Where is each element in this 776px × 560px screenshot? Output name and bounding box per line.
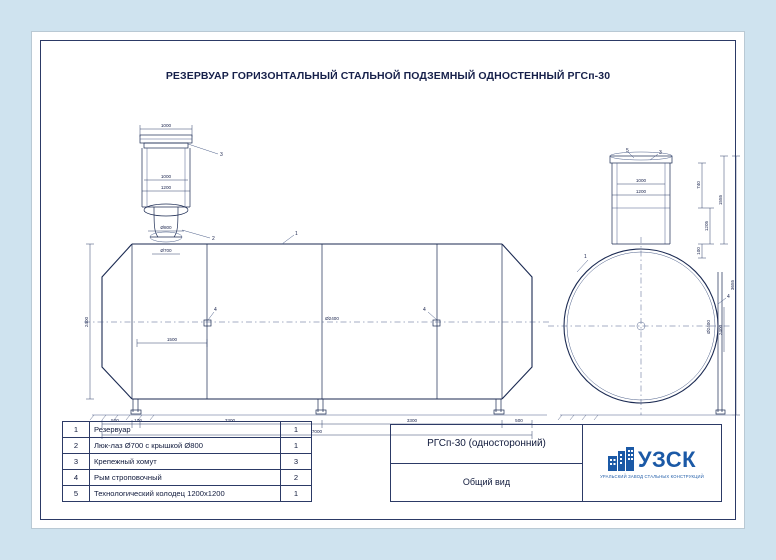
dim-side-neck-total <box>718 156 728 244</box>
bom-body <box>63 422 312 502</box>
balloon-label: 4 <box>214 307 217 313</box>
balloon-front-4b <box>423 307 437 320</box>
balloon-front-4a <box>208 307 217 320</box>
dim-side-well-inner <box>617 178 665 184</box>
straps-front <box>131 399 504 414</box>
dim-value: 1555 <box>718 194 723 206</box>
balloon-front-3 <box>188 144 223 158</box>
bom-pos: 3 <box>63 454 90 470</box>
dim-side-saddle <box>718 307 724 352</box>
dim-value: 1200 <box>160 185 172 190</box>
dim-side-gap <box>696 244 706 258</box>
title-block-text <box>391 425 583 501</box>
front-view-group <box>84 123 552 439</box>
company-logo <box>583 425 721 501</box>
dim-support-offset <box>137 337 207 347</box>
bom-qty: 2 <box>281 470 312 486</box>
bom-qty: 1 <box>281 486 312 502</box>
balloon-front-1 <box>282 231 298 244</box>
bill-of-materials <box>62 421 312 502</box>
dim-value: Ø800 <box>160 225 172 230</box>
dim-tank-height-front <box>84 244 94 399</box>
dim-value: 100 <box>696 247 701 255</box>
dim-value: 3655 <box>730 279 735 291</box>
title-block <box>390 424 722 502</box>
factory-icon <box>608 447 634 471</box>
dim-value: 1000 <box>635 178 647 183</box>
logo-text: УЗСК <box>637 447 697 472</box>
balloon-label: 5 <box>626 148 629 154</box>
bom-pos: 1 <box>63 422 90 438</box>
dim-well-outer <box>142 185 190 191</box>
balloon-side-3 <box>650 150 662 160</box>
product-name: РГСп-30 (односторонний) <box>391 425 582 464</box>
table-row <box>63 438 312 454</box>
table-row <box>63 454 312 470</box>
balloon-label: 1 <box>584 254 587 260</box>
dim-value: 1205 <box>704 220 709 232</box>
tech-well-side <box>610 152 672 244</box>
balloon-label: 1 <box>295 231 298 237</box>
dim-value: 500 <box>515 418 523 423</box>
bom-qty: 1 <box>281 438 312 454</box>
tech-well-front <box>140 135 192 207</box>
dim-value: 7000 <box>311 429 323 434</box>
drawing-sheet <box>32 32 744 528</box>
dim-value: 740 <box>696 181 701 189</box>
balloon-label: 4 <box>423 307 426 313</box>
table-row <box>63 470 312 486</box>
dim-value: 1000 <box>160 174 172 179</box>
table-row <box>63 422 312 438</box>
bom-name: Рым строповочный <box>90 470 281 486</box>
side-view-group <box>548 148 740 420</box>
balloon-label: 2 <box>212 236 215 242</box>
dim-value: Ø700 <box>160 248 172 253</box>
dim-manhole-neck <box>152 248 180 254</box>
bom-pos: 2 <box>63 438 90 454</box>
bom-name: Крепежный хомут <box>90 454 281 470</box>
dim-value: 1200 <box>635 189 647 194</box>
table-row <box>63 486 312 502</box>
bom-name: Резервуар <box>90 422 281 438</box>
dim-side-well-depth <box>696 163 706 208</box>
tank-body-front <box>84 244 552 399</box>
balloon-side-4 <box>718 294 730 304</box>
balloon-side-5 <box>626 148 634 158</box>
dim-value: 2400 <box>718 324 723 336</box>
dim-value: 1000 <box>160 123 172 128</box>
tank-circle-side <box>548 237 732 415</box>
dim-well-inner <box>144 174 188 180</box>
view-name: Общий вид <box>462 477 511 488</box>
dim-side-neck-height <box>704 208 714 244</box>
bom-qty: 3 <box>281 454 312 470</box>
logo-subtitle: УРАЛЬСКИЙ ЗАВОД СТАЛЬНЫХ КОНСТРУКЦИЙ <box>600 474 704 479</box>
dim-value: Ø2400 <box>325 316 339 321</box>
dim-value: 500 <box>111 418 119 423</box>
page-title: РЕЗЕРВУАР ГОРИЗОНТАЛЬНЫЙ СТАЛЬНОЙ ПОДЗЕМНЫЙ ОДНОСТЕННЫЙ РГСп-30 <box>165 70 611 82</box>
manhole-front <box>144 204 188 242</box>
dim-tank-diameter-front <box>325 316 339 321</box>
dim-manhole-cover <box>148 225 184 231</box>
dim-value: Ø2400 <box>706 320 711 334</box>
dim-value: 3300 <box>224 418 236 423</box>
dim-value: 100 <box>134 418 142 423</box>
dim-value: 3300 <box>406 418 418 423</box>
bom-name: Технологический колодец 1200x1200 <box>90 486 281 502</box>
dim-value: 2400 <box>84 316 89 328</box>
bom-pos: 5 <box>63 486 90 502</box>
balloon-label: 3 <box>220 152 223 158</box>
dim-side-tank-diameter <box>706 320 711 334</box>
bom-qty: 1 <box>281 422 312 438</box>
dim-side-full-height <box>730 156 740 415</box>
balloon-label: 4 <box>727 294 730 300</box>
dim-side-well-outer <box>612 189 670 195</box>
balloon-side-1 <box>577 254 588 272</box>
dim-value: 1500 <box>166 337 178 342</box>
bom-pos: 4 <box>63 470 90 486</box>
balloon-front-2 <box>182 230 215 242</box>
balloon-label: 3 <box>659 150 662 156</box>
bom-name: Люк-лаз Ø700 с крышкой Ø800 <box>90 438 281 454</box>
